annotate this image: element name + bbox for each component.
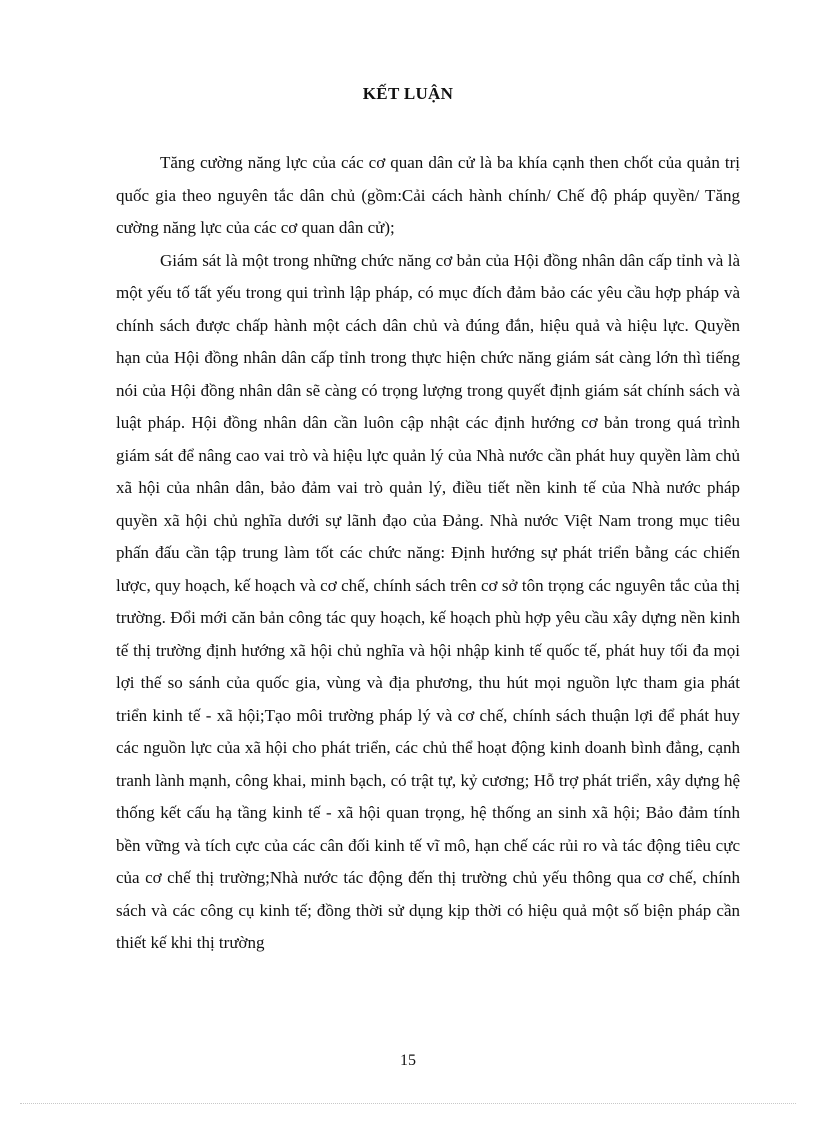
page-number: 15	[400, 1052, 416, 1069]
paragraph: Tăng cường năng lực của các cơ quan dân cử là ba khía cạnh then chốt của quản trị quốc gia theo nguyên tắc dân chủ (gồm:Cải cách hành chính/ Chế độ pháp quyền/ Tăng cường năng lực của các cơ quan dân cử);	[116, 153, 740, 237]
page-title: KẾT LUẬN	[362, 84, 454, 103]
footer-divider	[20, 1103, 796, 1104]
body-text	[116, 147, 740, 960]
paragraph: Giám sát là một trong những chức năng cơ bản của Hội đồng nhân dân cấp tỉnh và là một yếu tố tất yếu trong qui trình lập pháp, có mục đích đảm bảo các yêu cầu hợp pháp và chính sách được chấp hành một cách dân chủ và đúng đắn, hiệu quả và hiệu lực. Quyền hạn của Hội đồng nhân dân cấp tỉnh trong thực hiện chức năng giám sát càng lớn thì tiếng nói của Hội đồng nhân dân sẽ càng có trọng lượng trong quyết định giám sát chính sách và luật pháp. Hội đồng nhân dân cần luôn cập nhật các định hướng cơ bản trong quá trình giám sát để nâng cao vai trò và hiệu lực quản lý của Nhà nước cần phát huy quyền làm chủ xã hội của nhân dân, bảo đảm vai trò quản lý, điều tiết nền kinh tế của Nhà nước pháp quyền xã hội chủ nghĩa dưới sự lãnh đạo của Đảng. Nhà nước Việt Nam trong mục tiêu phấn đấu cần tập trung làm tốt các chức năng: Định hướng sự phát triển bằng các chiến lược, quy hoạch, kế hoạch và cơ chế, chính sách trên cơ sở tôn trọng các nguyên tắc của thị trường. Đổi mới căn bản công tác quy hoạch, kế hoạch phù hợp yêu cầu xây dựng nền kinh tế thị trường định hướng xã hội chủ nghĩa và hội nhập kinh tế quốc tế, phát huy tối đa mọi lợi thế so sánh của quốc gia, vùng và địa phương, thu hút mọi nguồn lực tham gia phát triển kinh tế - xã hội;Tạo môi trường pháp lý và cơ chế, chính sách thuận lợi để phát huy các nguồn lực của xã hội cho phát triển, các chủ thể hoạt động kinh doanh bình đẳng, cạnh tranh lành mạnh, công khai, minh bạch, có trật tự, kỷ cương; Hỗ trợ phát triển, xây dựng hệ thống kết cấu hạ tầng kinh tế - xã hội quan trọng, hệ thống an sinh xã hội; Bảo đảm tính bền vững và tích cực của các cân đối kinh tế vĩ mô, hạn chế các rủi ro và tác động tiêu cực của cơ chế thị trường;Nhà nước tác động đến thị trường chủ yếu thông qua cơ chế, chính sách và các công cụ kinh tế; đồng thời sử dụng kịp thời có hiệu quả một số biện pháp cần thiết kế khi thị trường	[116, 250, 740, 952]
